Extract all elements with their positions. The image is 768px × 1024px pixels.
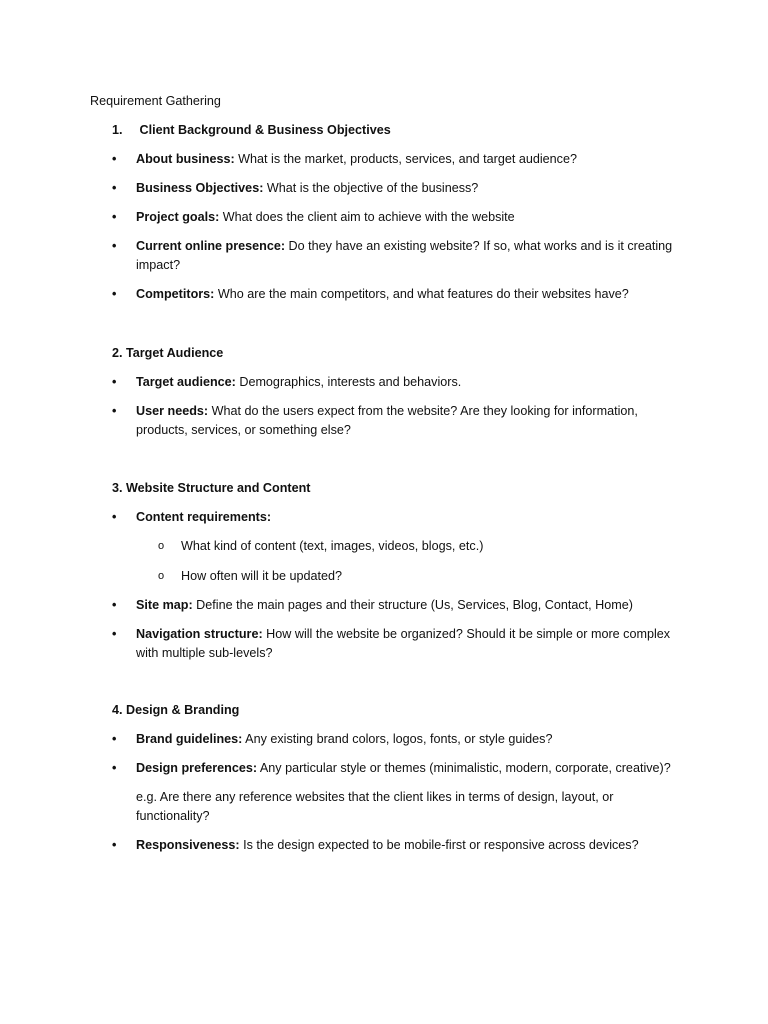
item-text: How will the website be organized? Should it be simple or more complex with multiple sub-levels? xyxy=(136,627,671,660)
bullet-icon: • xyxy=(112,838,117,852)
item-label: About business: xyxy=(136,152,235,166)
item-text: Who are the main competitors, and what features do their websites have? xyxy=(214,287,629,301)
sub-item-text: What kind of content (text, images, videos, blogs, etc.) xyxy=(181,539,484,553)
bullet-icon: • xyxy=(112,152,117,166)
item-text: What does the client aim to achieve with the website xyxy=(219,210,515,224)
bullet-icon: • xyxy=(112,598,117,612)
item-text: What is the objective of the business? xyxy=(263,181,479,195)
item-label: Brand guidelines: xyxy=(136,732,243,746)
item-label: Competitors: xyxy=(136,287,215,301)
item-label: User needs: xyxy=(136,404,209,418)
item-label: Current online presence: xyxy=(136,239,286,253)
document-title: Requirement Gathering xyxy=(90,94,221,108)
bullet-icon: • xyxy=(112,287,117,301)
sub-item-text: How often will it be updated? xyxy=(181,569,343,583)
bullet-icon: • xyxy=(112,761,117,775)
item-label: Responsiveness: xyxy=(136,838,240,852)
hollow-bullet-icon: o xyxy=(158,540,165,552)
bullet-icon: • xyxy=(112,210,117,224)
section-2-heading: 2. Target Audience xyxy=(112,346,224,360)
item-text: Any particular style or themes (minimalistic, modern, corporate, creative)? xyxy=(257,761,671,775)
item-text: Is the design expected to be mobile-first or responsive across devices? xyxy=(239,838,639,852)
item-label: Navigation structure: xyxy=(136,627,263,641)
bullet-icon: • xyxy=(112,181,117,195)
item-text: Define the main pages and their structure (Us, Services, Blog, Contact, Home) xyxy=(192,598,633,612)
section-3-heading: 3. Website Structure and Content xyxy=(112,481,311,495)
section-4-heading: 4. Design & Branding xyxy=(112,703,240,717)
bullet-icon: • xyxy=(112,404,117,418)
bullet-icon: • xyxy=(112,375,117,389)
section-1-title: Client Background & Business Objectives xyxy=(139,123,391,137)
item-text: What is the market, products, services, and target audience? xyxy=(234,152,577,166)
item-label: Design preferences: xyxy=(136,761,258,775)
item-text: Do they have an existing website? If so, what works and is it creating impact? xyxy=(136,239,673,272)
bullet-icon: • xyxy=(112,510,117,524)
item-text: What do the users expect from the website? Are they looking for information, products, services, or something else? xyxy=(136,404,638,437)
item-label: Project goals: xyxy=(136,210,220,224)
item-label: Target audience: xyxy=(136,375,236,389)
section-1-number: 1. xyxy=(112,123,123,137)
bullet-icon: • xyxy=(112,239,117,253)
item-text: Demographics, interests and behaviors. xyxy=(235,375,462,389)
section-1-heading xyxy=(112,121,391,140)
item-text: Any existing brand colors, logos, fonts, or style guides? xyxy=(242,732,553,746)
item-label: Business Objectives: xyxy=(136,181,264,195)
item-label: Content requirements: xyxy=(136,510,272,524)
bullet-icon: • xyxy=(112,732,117,746)
design-note: e.g. Are there any reference websites that the client likes in terms of design, layout, or functionality? xyxy=(136,790,614,823)
hollow-bullet-icon: o xyxy=(158,570,165,582)
bullet-icon: • xyxy=(112,627,117,641)
item-label: Site map: xyxy=(136,598,193,612)
